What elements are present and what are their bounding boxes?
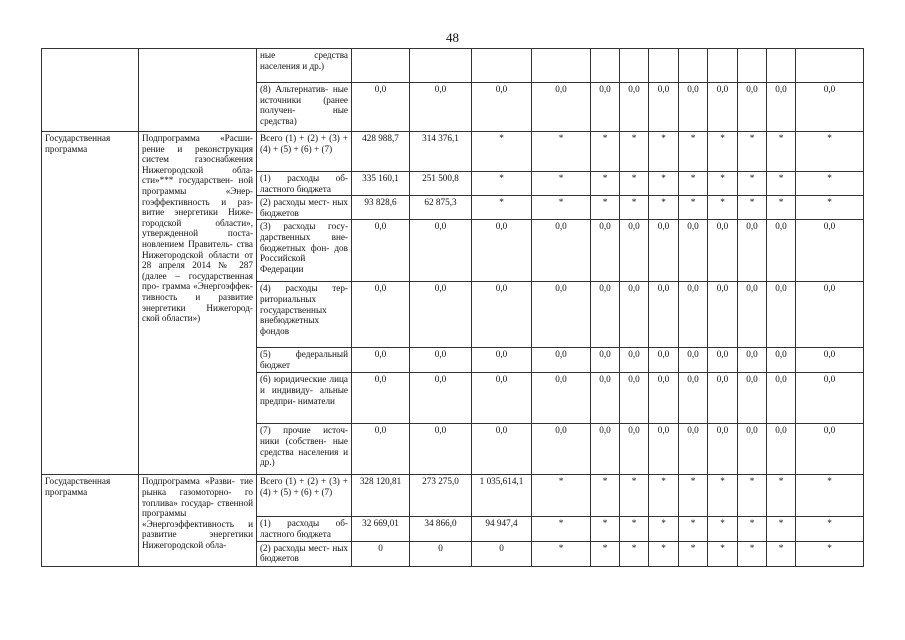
value-cell: 0,0 — [679, 348, 708, 373]
funding-source-cell: (5) федеральный бюджет — [257, 348, 352, 373]
value-cell: 0,0 — [708, 220, 738, 282]
value-cell: 94 947,4 — [472, 517, 532, 541]
value-cell: 0,0 — [738, 282, 767, 348]
value-cell: * — [472, 132, 532, 172]
value-cell: 0,0 — [796, 373, 864, 424]
funding-source-cell: (3) расходы госу- дарственных вне- бюджетных фон- дов Российской Федерации — [257, 220, 352, 282]
value-cell: * — [738, 541, 767, 566]
value-cell: * — [796, 132, 864, 172]
funding-source-cell: (6) юридические лица и индивиду- альные предпри- ниматели — [257, 373, 352, 424]
value-cell: * — [620, 132, 649, 172]
value-cell: 0,0 — [796, 424, 864, 475]
value-cell: * — [767, 517, 796, 541]
funding-source-cell: (7) прочие источ- ники (собствен- ные средства населения и др.) — [257, 424, 352, 475]
table-row — [42, 475, 864, 517]
value-cell: * — [796, 196, 864, 220]
value-cell: * — [738, 132, 767, 172]
value-cell: * — [679, 475, 708, 517]
value-cell: 0,0 — [620, 282, 649, 348]
value-cell: 0,0 — [410, 83, 472, 132]
value-cell: * — [472, 172, 532, 196]
value-cell: * — [532, 541, 591, 566]
value-cell — [472, 49, 532, 83]
budget-table-body — [42, 49, 864, 567]
value-cell: 0,0 — [472, 220, 532, 282]
value-cell: * — [620, 541, 649, 566]
value-cell: * — [767, 172, 796, 196]
value-cell: 0,0 — [796, 348, 864, 373]
funding-source-cell: (1) расходы об- ластного бюджета — [257, 172, 352, 196]
program-name-cell — [139, 49, 257, 132]
program-name-cell: Подпрограмма «Разви- тие рынка газомоторно- го топлива» государ- ственной программы «Энергоэффективность и развитие энергетики Нижегородской обла- — [139, 475, 257, 566]
value-cell — [649, 49, 679, 83]
value-cell: 0,0 — [352, 83, 410, 132]
value-cell: * — [591, 172, 620, 196]
value-cell: 0,0 — [738, 424, 767, 475]
value-cell: * — [620, 196, 649, 220]
value-cell: * — [591, 132, 620, 172]
funding-source-cell: ные средства населения и др.) — [257, 49, 352, 83]
value-cell: * — [472, 196, 532, 220]
value-cell: 0,0 — [352, 373, 410, 424]
value-cell: 0,0 — [649, 220, 679, 282]
value-cell: * — [767, 196, 796, 220]
value-cell: 0,0 — [738, 348, 767, 373]
value-cell: * — [796, 172, 864, 196]
value-cell: 0,0 — [738, 83, 767, 132]
value-cell: 0,0 — [532, 424, 591, 475]
value-cell: * — [767, 541, 796, 566]
value-cell: 0,0 — [591, 373, 620, 424]
value-cell: * — [738, 172, 767, 196]
value-cell: 0,0 — [472, 348, 532, 373]
value-cell: 0,0 — [591, 348, 620, 373]
funding-source-cell: Всего (1) + (2) + (3) + (4) + (5) + (6) + (7) — [257, 475, 352, 517]
funding-source-cell: (2) расходы мест- ных бюджетов — [257, 196, 352, 220]
value-cell: 0,0 — [410, 373, 472, 424]
value-cell: 0 — [352, 541, 410, 566]
value-cell: 0,0 — [767, 373, 796, 424]
value-cell: 0 — [410, 541, 472, 566]
value-cell: * — [620, 475, 649, 517]
value-cell: 0,0 — [620, 373, 649, 424]
value-cell — [410, 49, 472, 83]
value-cell: 0,0 — [649, 83, 679, 132]
value-cell: 0,0 — [620, 348, 649, 373]
value-cell: 0,0 — [410, 282, 472, 348]
value-cell: * — [708, 517, 738, 541]
value-cell: 0,0 — [472, 282, 532, 348]
value-cell: * — [649, 196, 679, 220]
funding-source-cell: (8) Альтернатив- ные источники (ранее получен- ные средства) — [257, 83, 352, 132]
value-cell: * — [649, 541, 679, 566]
value-cell: * — [649, 132, 679, 172]
value-cell — [796, 49, 864, 83]
value-cell: * — [708, 196, 738, 220]
value-cell: * — [738, 517, 767, 541]
value-cell: 0,0 — [679, 373, 708, 424]
value-cell: * — [708, 541, 738, 566]
value-cell: 335 160,1 — [352, 172, 410, 196]
value-cell — [738, 49, 767, 83]
program-status-cell: Государственная программа — [42, 475, 139, 566]
value-cell — [352, 49, 410, 83]
value-cell: 0,0 — [767, 220, 796, 282]
value-cell: * — [679, 132, 708, 172]
value-cell — [591, 49, 620, 83]
value-cell: 0,0 — [352, 424, 410, 475]
value-cell: 0,0 — [532, 83, 591, 132]
value-cell: * — [767, 475, 796, 517]
value-cell: * — [796, 517, 864, 541]
value-cell: 0,0 — [352, 348, 410, 373]
value-cell: 0,0 — [532, 373, 591, 424]
value-cell: 0,0 — [796, 220, 864, 282]
value-cell — [679, 49, 708, 83]
value-cell: 0,0 — [472, 424, 532, 475]
value-cell: 0,0 — [767, 348, 796, 373]
value-cell: 32 669,01 — [352, 517, 410, 541]
value-cell: 62 875,3 — [410, 196, 472, 220]
budget-table — [41, 48, 864, 567]
value-cell: * — [679, 196, 708, 220]
value-cell: 0,0 — [767, 282, 796, 348]
value-cell: * — [708, 172, 738, 196]
value-cell: 0,0 — [708, 348, 738, 373]
value-cell: * — [649, 172, 679, 196]
value-cell: * — [532, 475, 591, 517]
value-cell: * — [679, 541, 708, 566]
value-cell: 0,0 — [738, 373, 767, 424]
value-cell: 0,0 — [410, 424, 472, 475]
value-cell: 0,0 — [649, 348, 679, 373]
value-cell: * — [649, 475, 679, 517]
value-cell: 0,0 — [679, 220, 708, 282]
value-cell: 428 988,7 — [352, 132, 410, 172]
value-cell: 0,0 — [620, 83, 649, 132]
program-name-cell: Подпрограмма «Расши- рение и реконструкция систем газоснабжения Нижегородской обла- сти»*** государствен- ной программы «Энер- гоэффективность и раз- витие энергетики Ниже- городской области», утвержденной поста- новлением Правитель- ства Нижегородской области от 28 апреля 2014 № 287 (далее – государственная про- грамма «Энергоэффек- тивность и развитие энергетики Нижегород- ской области») — [139, 132, 257, 475]
value-cell — [620, 49, 649, 83]
value-cell: * — [532, 132, 591, 172]
value-cell: * — [679, 517, 708, 541]
value-cell: * — [767, 132, 796, 172]
value-cell: 0,0 — [591, 220, 620, 282]
value-cell: 314 376,1 — [410, 132, 472, 172]
value-cell: 34 866,0 — [410, 517, 472, 541]
value-cell: * — [591, 517, 620, 541]
value-cell: * — [708, 132, 738, 172]
value-cell — [708, 49, 738, 83]
value-cell — [532, 49, 591, 83]
value-cell: 0,0 — [620, 424, 649, 475]
value-cell: * — [620, 517, 649, 541]
program-status-cell: Государственная программа — [42, 132, 139, 475]
value-cell — [767, 49, 796, 83]
value-cell: * — [796, 475, 864, 517]
table-row — [42, 49, 864, 83]
program-status-cell — [42, 49, 139, 132]
value-cell: * — [708, 475, 738, 517]
value-cell: * — [620, 172, 649, 196]
table-row — [42, 132, 864, 172]
funding-source-cell: (4) расходы тер- риториальных государственных внебюджетных фондов — [257, 282, 352, 348]
value-cell: 0,0 — [767, 83, 796, 132]
value-cell: * — [649, 517, 679, 541]
funding-source-cell: (2) расходы мест- ных бюджетов — [257, 541, 352, 566]
value-cell: * — [591, 541, 620, 566]
value-cell: 0,0 — [532, 282, 591, 348]
value-cell: 0,0 — [532, 220, 591, 282]
value-cell: 0 — [472, 541, 532, 566]
value-cell: 0,0 — [796, 282, 864, 348]
value-cell: * — [738, 196, 767, 220]
value-cell: 0,0 — [472, 83, 532, 132]
value-cell: 0,0 — [649, 424, 679, 475]
value-cell: 251 500,8 — [410, 172, 472, 196]
funding-source-cell: Всего (1) + (2) + (3) + (4) + (5) + (6) + (7) — [257, 132, 352, 172]
value-cell: 0,0 — [410, 220, 472, 282]
value-cell: * — [738, 475, 767, 517]
value-cell: * — [532, 196, 591, 220]
value-cell: 93 828,6 — [352, 196, 410, 220]
value-cell: * — [679, 172, 708, 196]
value-cell: 0,0 — [796, 83, 864, 132]
value-cell: 0,0 — [708, 373, 738, 424]
value-cell: 0,0 — [649, 373, 679, 424]
value-cell: 0,0 — [352, 282, 410, 348]
value-cell: * — [591, 196, 620, 220]
value-cell: 0,0 — [679, 282, 708, 348]
value-cell: 273 275,0 — [410, 475, 472, 517]
value-cell: 0,0 — [620, 220, 649, 282]
value-cell: 0,0 — [767, 424, 796, 475]
value-cell: 0,0 — [352, 220, 410, 282]
value-cell: 0,0 — [472, 373, 532, 424]
value-cell: * — [591, 475, 620, 517]
value-cell: 0,0 — [738, 220, 767, 282]
value-cell: * — [796, 541, 864, 566]
value-cell: 0,0 — [591, 83, 620, 132]
value-cell: * — [532, 517, 591, 541]
value-cell: 0,0 — [649, 282, 679, 348]
value-cell: 1 035,614,1 — [472, 475, 532, 517]
funding-source-cell: (1) расходы об- ластного бюджета — [257, 517, 352, 541]
value-cell: 0,0 — [708, 424, 738, 475]
value-cell: 0,0 — [679, 83, 708, 132]
value-cell: 0,0 — [532, 348, 591, 373]
value-cell: 328 120,81 — [352, 475, 410, 517]
value-cell: 0,0 — [679, 424, 708, 475]
value-cell: 0,0 — [410, 348, 472, 373]
value-cell: * — [532, 172, 591, 196]
value-cell: 0,0 — [591, 424, 620, 475]
value-cell: 0,0 — [708, 282, 738, 348]
value-cell: 0,0 — [708, 83, 738, 132]
page-number: 48 — [446, 30, 459, 45]
value-cell: 0,0 — [591, 282, 620, 348]
